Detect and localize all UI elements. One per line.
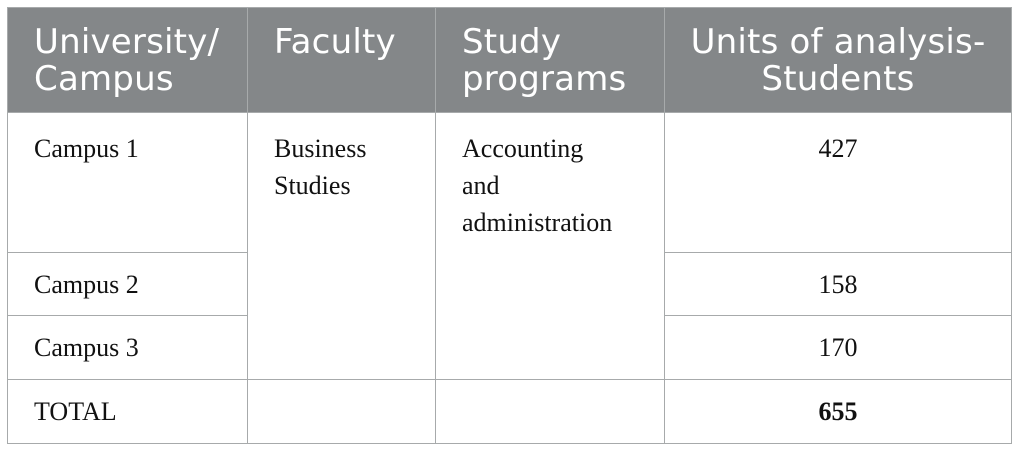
total-row bbox=[8, 380, 1012, 444]
total-label: TOTAL bbox=[8, 380, 248, 444]
students-cell: 427 bbox=[665, 113, 1012, 253]
header-units-line2: Students bbox=[761, 59, 915, 99]
header-units-line1: Units of analysis- bbox=[690, 22, 986, 62]
header-units bbox=[665, 8, 1012, 113]
header-program-line1: Study bbox=[462, 22, 562, 62]
students-cell: 170 bbox=[665, 316, 1012, 380]
program-line2: and bbox=[462, 171, 500, 200]
program-line1: Accounting bbox=[462, 134, 584, 163]
header-program-line2: programs bbox=[462, 59, 627, 99]
campus-cell: Campus 3 bbox=[8, 316, 248, 380]
table-header bbox=[8, 8, 1012, 113]
faculty-cell bbox=[248, 113, 436, 380]
faculty-line2: Studies bbox=[274, 171, 351, 200]
header-row bbox=[8, 8, 1012, 113]
header-campus bbox=[8, 8, 248, 113]
total-students-cell: 655 bbox=[665, 380, 1012, 444]
students-cell: 158 bbox=[665, 253, 1012, 316]
campus-cell: Campus 2 bbox=[8, 253, 248, 316]
study-program-cell bbox=[436, 113, 665, 380]
total-faculty-empty bbox=[248, 380, 436, 444]
faculty-line1: Business bbox=[274, 134, 367, 163]
campus-cell: Campus 1 bbox=[8, 113, 248, 253]
table-row bbox=[8, 113, 1012, 253]
header-study-programs bbox=[436, 8, 665, 113]
table-body bbox=[8, 113, 1012, 444]
header-campus-line1: University/ bbox=[34, 22, 220, 62]
header-faculty: Faculty bbox=[248, 8, 436, 113]
total-program-empty bbox=[436, 380, 665, 444]
campus-students-table bbox=[7, 7, 1012, 444]
header-campus-line2: Campus bbox=[34, 59, 174, 99]
program-line3: administration bbox=[462, 208, 613, 237]
